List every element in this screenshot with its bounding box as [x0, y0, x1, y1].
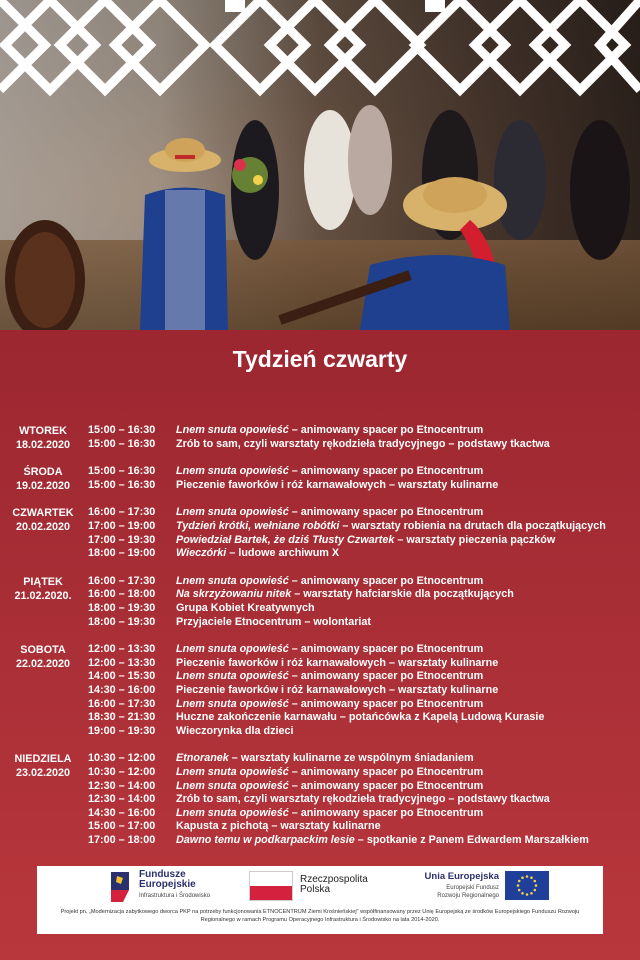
event-description: Kapusta z pichotą – warsztaty kulinarne — [176, 820, 381, 833]
polish-flag-icon — [249, 871, 293, 901]
schedule-row — [88, 807, 483, 821]
event-title-italic: Lnem snuta opowieść — [176, 424, 289, 436]
schedule-row — [88, 465, 483, 479]
eu-star — [533, 889, 536, 892]
event-description: – animowany spacer po Etnocentrum — [288, 806, 484, 819]
event-description: – animowany spacer po Etnocentrum — [288, 424, 484, 436]
event-time: 16:00 – 17:30 — [88, 506, 156, 519]
ue-fund-line2: Rozwoju Regionalnego — [437, 893, 499, 899]
schedule-row — [88, 424, 483, 438]
funding-footer — [37, 866, 603, 934]
event-description: – animowany spacer po Etnocentrum — [288, 779, 484, 792]
event-time: 12:00 – 13:30 — [88, 643, 156, 656]
eu-star — [517, 884, 520, 887]
day-label — [0, 465, 86, 493]
event-title-italic: Lnem snuta opowieść — [176, 779, 289, 792]
eu-star — [535, 884, 538, 887]
schedule-row — [88, 616, 371, 630]
event-time: 12:30 – 14:00 — [88, 793, 156, 806]
day-date: 19.02.2020 — [15, 480, 71, 493]
event-photo — [0, 0, 640, 330]
event-description: – warsztaty hafciarskie dla początkujących — [291, 588, 514, 601]
day-name: CZWARTEK — [12, 507, 74, 520]
event-description: Grupa Kobiet Kreatywnych — [176, 602, 315, 614]
event-time: 14:30 – 16:00 — [88, 806, 156, 819]
day-label — [0, 752, 86, 780]
event-time: 15:00 – 17:00 — [88, 820, 156, 833]
event-title-italic: Lnem snuta opowieść — [176, 465, 289, 478]
day-date: 22.02.2020 — [15, 658, 71, 671]
rp-name — [300, 875, 368, 895]
eu-star — [518, 889, 521, 892]
event-title-italic: Na skrzyżowaniu nitek — [176, 588, 292, 601]
schedule-row — [88, 766, 483, 780]
schedule-row — [88, 575, 483, 589]
fe-name-line1: Fundusze — [139, 869, 186, 880]
event-title-italic: Tydzień krótki, wełniane robótki — [176, 520, 340, 532]
event-description: Zrób to sam, czyli warsztaty rękodzieła tradycyjnego – podstawy tkactwa — [176, 793, 550, 806]
day-label — [0, 643, 86, 671]
schedule-row — [88, 834, 589, 848]
event-time: 15:00 – 16:30 — [88, 437, 156, 450]
event-time: 18:30 – 21:30 — [88, 711, 156, 724]
eu-star — [530, 892, 533, 895]
eu-star — [533, 880, 536, 883]
folk-pattern-decoration — [0, 0, 640, 105]
schedule-row — [88, 820, 381, 834]
funding-disclaimer: Projekt pn. „Modernizacja zabytkowego dworca PKP na potrzeby funkcjonowania ETNOCENTRUM Ziemi Krośnieńskiej" współfinansowany przez Unię Europejską ze środków Europejskiego Funduszu Rozwoju Regionalnego w ramach Programu Operacyjnego Infrastruktura i Środowisko na lata 2014-2020. — [60, 909, 580, 923]
day-label — [0, 424, 86, 452]
schedule-row — [88, 793, 550, 807]
day-name: WTOREK — [19, 425, 67, 437]
ue-fund — [403, 884, 499, 900]
day-date: 18.02.2020 — [15, 439, 71, 451]
event-title-italic: Dawno temu w podkarpackim lesie — [176, 834, 355, 846]
event-time: 18:00 – 19:30 — [88, 615, 156, 628]
event-description: – animowany spacer po Etnocentrum — [288, 574, 484, 587]
event-description: Zrób to sam, czyli warsztaty rękodzieła tradycyjnego – podstawy tkactwa — [176, 437, 550, 450]
event-description: – warsztaty robienia na drutach dla początkujących — [339, 520, 606, 532]
event-title-italic: Lnem snuta opowieść — [176, 697, 289, 710]
event-description: Wieczorynka dla dzieci — [176, 724, 294, 737]
event-time: 15:00 – 16:30 — [88, 478, 156, 491]
event-time: 16:00 – 18:00 — [88, 588, 156, 601]
event-description: Pieczenie faworków i róż karnawałowych – warsztaty kulinarne — [176, 478, 499, 491]
schedule-row — [88, 547, 339, 561]
fe-program: Infrastruktura i Środowisko — [139, 893, 211, 899]
event-description: Przyjaciele Etnocentrum – wolontariat — [176, 615, 371, 628]
day-label — [0, 575, 86, 603]
eu-star — [518, 880, 521, 883]
event-title-italic: Lnem snuta opowieść — [176, 506, 289, 519]
day-name: ŚRODA — [23, 466, 63, 479]
eu-star — [521, 876, 524, 879]
event-description: – animowany spacer po Etnocentrum — [288, 643, 484, 656]
eu-star — [526, 875, 529, 878]
schedule-row — [88, 506, 483, 520]
event-description: Pieczenie faworków i róż karnawałowych – warsztaty kulinarne — [176, 656, 499, 669]
event-time: 10:30 – 12:00 — [88, 766, 156, 778]
rp-line2: Polska — [300, 884, 331, 895]
page-title: Tydzień czwarty — [232, 346, 408, 372]
event-time: 19:00 – 19:30 — [88, 724, 156, 737]
event-time: 17:00 – 18:00 — [88, 834, 156, 846]
eu-star — [530, 876, 533, 879]
event-time: 12:30 – 14:00 — [88, 779, 156, 792]
event-title-italic: Lnem snuta opowieść — [176, 766, 289, 778]
event-time: 14:00 – 15:30 — [88, 670, 156, 683]
event-time: 17:00 – 19:30 — [88, 533, 156, 546]
day-name: SOBOTA — [20, 644, 66, 657]
schedule-row — [88, 657, 498, 671]
day-label — [0, 506, 86, 534]
schedule-row — [88, 725, 294, 739]
fundusze-europejskie-logo-icon — [109, 870, 135, 904]
schedule-row — [88, 520, 606, 534]
event-description: – spotkanie z Panem Edwardem Marszałkiem — [354, 834, 589, 846]
event-title-italic: Lnem snuta opowieść — [176, 643, 289, 656]
ue-name: Unia Europejska — [424, 871, 499, 882]
day-name: PIĄTEK — [23, 575, 63, 588]
event-description: – animowany spacer po Etnocentrum — [288, 465, 484, 478]
fe-name — [139, 870, 196, 890]
event-time: 10:30 – 12:00 — [88, 752, 156, 765]
event-description: – ludowe archiwum X — [226, 547, 340, 560]
event-description: – animowany spacer po Etnocentrum — [288, 670, 484, 683]
event-description: Huczne zakończenie karnawału – potańcówka z Kapelą Ludową Kurasie — [176, 711, 545, 724]
event-title-italic: Lnem snuta opowieść — [176, 670, 289, 683]
event-description: – animowany spacer po Etnocentrum — [288, 697, 484, 710]
schedule-row — [88, 602, 315, 616]
day-date: 23.02.2020 — [15, 767, 71, 780]
schedule-row — [88, 438, 550, 452]
event-time: 18:00 – 19:00 — [88, 547, 156, 560]
day-name: NIEDZIELA — [14, 753, 72, 766]
schedule-row — [88, 534, 555, 548]
schedule-row — [88, 752, 474, 766]
event-description: – animowany spacer po Etnocentrum — [288, 766, 484, 778]
event-description: – warsztaty kulinarne ze wspólnym śniadaniem — [228, 752, 474, 765]
event-time: 15:00 – 16:30 — [88, 424, 156, 436]
event-time: 16:00 – 17:30 — [88, 574, 156, 587]
event-description: – warsztaty pieczenia pączków — [394, 533, 556, 546]
event-time: 14:30 – 16:00 — [88, 684, 156, 696]
schedule-row — [88, 780, 483, 794]
day-date: 20.02.2020 — [15, 521, 71, 534]
schedule-row — [88, 670, 483, 684]
event-time: 12:00 – 13:30 — [88, 656, 156, 669]
event-title-italic: Powiedział Bartek, że dziś Tłusty Czwartek — [176, 533, 395, 546]
schedule-row — [88, 711, 544, 725]
ue-fund-line1: Europejski Fundusz — [446, 885, 499, 891]
event-time: 17:00 – 19:00 — [88, 520, 156, 532]
event-title-italic: Etnoranek — [176, 752, 229, 765]
event-time: 16:00 – 17:30 — [88, 697, 156, 710]
event-time: 18:00 – 19:30 — [88, 602, 156, 614]
schedule-row — [88, 643, 483, 657]
fe-name-line2: Europejskie — [139, 879, 196, 890]
event-title-italic: Wieczórki — [176, 547, 227, 560]
eu-star — [526, 893, 529, 896]
schedule-row — [88, 698, 483, 712]
eu-flag-icon — [505, 871, 549, 900]
rp-line1: Rzeczpospolita — [300, 874, 368, 885]
schedule-row — [88, 684, 498, 698]
event-description: – animowany spacer po Etnocentrum — [288, 506, 484, 519]
schedule-row — [88, 588, 514, 602]
event-time: 15:00 – 16:30 — [88, 465, 156, 478]
event-description: Pieczenie faworków i róż karnawałowych – warsztaty kulinarne — [176, 684, 499, 696]
schedule-row — [88, 479, 498, 493]
eu-star — [521, 892, 524, 895]
day-date: 21.02.2020. — [14, 589, 72, 602]
event-title-italic: Lnem snuta opowieść — [176, 574, 289, 587]
event-title-italic: Lnem snuta opowieść — [176, 806, 289, 819]
